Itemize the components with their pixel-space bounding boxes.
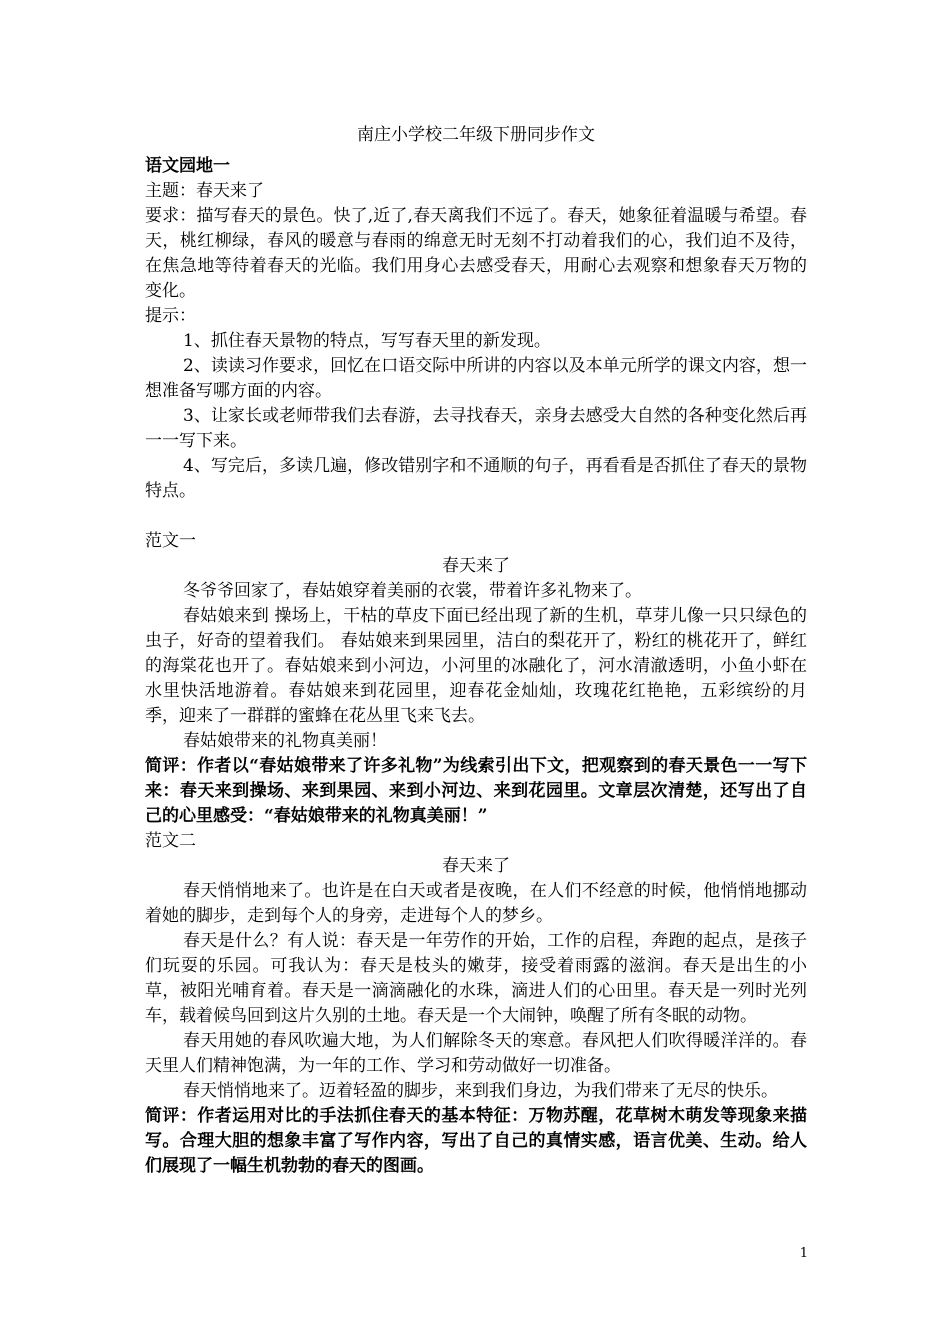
tip-item: 4、写完后，多读几遍，修改错别字和不通顺的句子，再看看是否抓住了春天的景物特点。: [145, 456, 807, 501]
essay2-paragraph: 春天悄悄地来了。也许是在白天或者是夜晚，在人们不经意的时候，他悄悄地挪动着她的脚步，走到每个人的身旁，走进每个人的梦乡。: [145, 881, 807, 926]
essay1-paragraph: 冬爷爷回家了，春姑娘穿着美丽的衣裳，带着许多礼物来了。: [183, 581, 642, 601]
document-title: 南庄小学校二年级下册同步作文: [357, 125, 595, 145]
essay1-comment: 简评：作者以“春姑娘带来了许多礼物”为线索引出下文，把观察到的春天景色一一写下来：春天来到操场、来到果园、来到小河边、来到花园里。文章层次清楚，还写出了自己的心里感受：“春姑娘带来的礼物真美丽！”: [145, 756, 807, 826]
essay1-paragraph: 春姑娘来到 操场上，干枯的草皮下面已经出现了新的生机，草芽儿像一只只绿色的虫子，好奇的望着我们。 春姑娘来到果园里，洁白的梨花开了，粉红的桃花开了，鲜红的海棠花也开了。春姑娘来到小河边，小河里的冰融化了，河水清澈透明，小鱼小虾在水里快活地游着。春姑娘来到花园里，迎春花金灿灿，玫瑰花红艳艳，五彩缤纷的月季，迎来了一群群的蜜蜂在花丛里飞来飞去。: [145, 606, 807, 726]
tips-label: 提示：: [145, 306, 196, 326]
essay2-paragraph: 春天用她的春风吹遍大地，为人们解除冬天的寒意。春风把人们吹得暖洋洋的。春天里人们精神饱满，为一年的工作、学习和劳动做好一切准备。: [145, 1031, 807, 1076]
section-heading: 语文园地一: [145, 156, 230, 176]
tip-item: 3、让家长或老师带我们去春游，去寻找春天，亲身去感受大自然的各种变化然后再一一写下来。: [145, 406, 807, 451]
essay2-paragraph: 春天悄悄地来了。迈着轻盈的脚步，来到我们身边，为我们带来了无尽的快乐。: [183, 1081, 778, 1101]
essay1-title: 春天来了: [442, 556, 510, 576]
essay2-paragraph: 春天是什么？有人说：春天是一年劳作的开始，工作的启程，奔跑的起点，是孩子们玩耍的乐园。可我认为：春天是枝头的嫩芽，接受着雨露的滋润。春天是出生的小草，被阳光哺育着。春天是一滴滴融化的水珠，滴进人们的心田里。春天是一列时光列车，载着候鸟回到这片久别的土地。春天是一个大闹钟，唤醒了所有冬眠的动物。: [145, 931, 807, 1026]
theme-line: 主题：春天来了: [145, 181, 264, 201]
document-page: [145, 122, 807, 1179]
page-number: 1: [799, 1246, 808, 1261]
requirement-paragraph: 要求：描写春天的景色。快了,近了,春天离我们不远了。春天，她象征着温暖与希望。春天，桃红柳绿，春风的暖意与春雨的绵意无时无刻不打动着我们的心，我们迫不及待，在焦急地等待着春天的光临。我们用身心去感受春天，用耐心去观察和想象春天万物的变化。: [145, 206, 807, 301]
essay2-comment: 简评：作者运用对比的手法抓住春天的基本特征：万物苏醒，花草树木萌发等现象来描写。合理大胆的想象丰富了写作内容，写出了自己的真情实感，语言优美、生动。给人们展现了一幅生机勃勃的春天的图画。: [145, 1106, 807, 1176]
tip-item: 1、抓住春天景物的特点，写写春天里的新发现。: [183, 331, 551, 351]
essay2-label: 范文二: [145, 831, 196, 851]
spacer: [145, 504, 807, 529]
essay1-paragraph: 春姑娘带来的礼物真美丽！: [183, 731, 387, 751]
essay2-title: 春天来了: [442, 856, 510, 876]
essay1-label: 范文一: [145, 531, 196, 551]
tip-item: 2、读读习作要求，回忆在口语交际中所讲的内容以及本单元所学的课文内容，想一想准备写哪方面的内容。: [145, 356, 807, 401]
